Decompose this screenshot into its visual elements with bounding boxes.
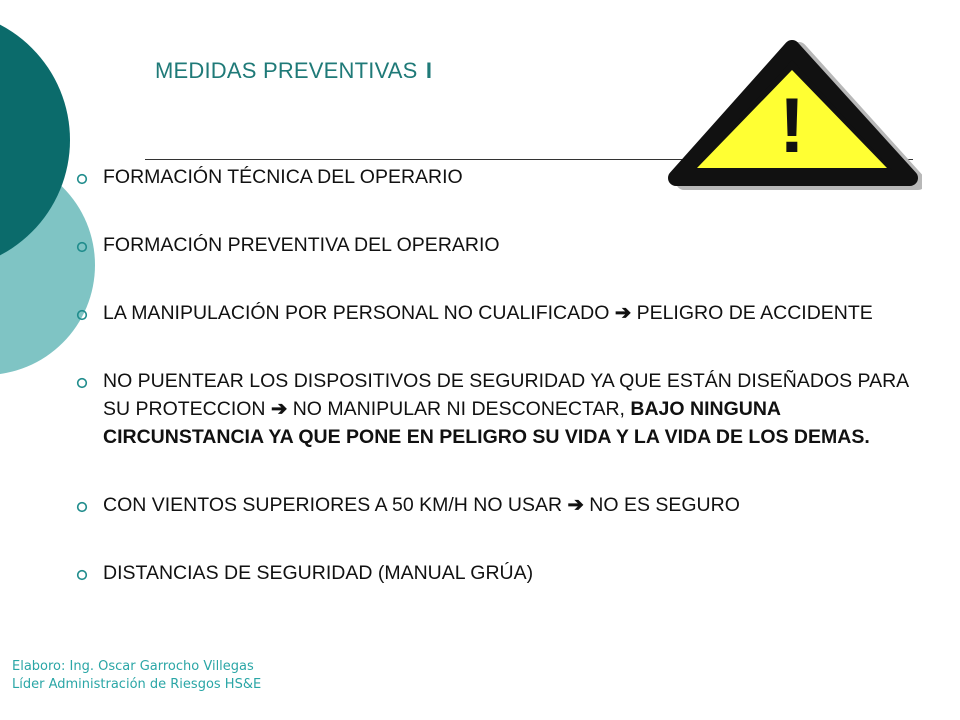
warning-glyph: ! [779,81,805,169]
bullet-text: LA MANIPULACIÓN POR PERSONAL NO CUALIFICADO [103,302,610,324]
bullet-item [76,559,926,587]
bullet-list [76,163,926,587]
bullet-item [76,299,926,327]
bullet-text: NO MANIPULAR NI DESCONECTAR, [292,398,625,420]
bullet-text: NO ES SEGURO [589,494,740,516]
bullet-circle-icon [76,173,88,185]
bullet-circle-icon [76,377,88,389]
arrow-right-icon: ➔ [270,398,288,420]
slide-title-suffix: I [425,58,433,83]
slide-title-text: MEDIDAS PREVENTIVAS [155,58,418,83]
bullet-circle-icon [76,241,88,253]
bullet-text: NO PUENTEAR LOS DISPOSITIVOS DE SEGURIDAD YA QUE ESTÁN DISEÑADOS PARA SU PROTECCION [103,370,909,420]
bullet-text: CON VIENTOS SUPERIORES A 50 KM/H NO USAR [103,494,563,516]
bullet-item [76,367,926,451]
footer-role: Líder Administración de Riesgos HS&E [12,677,262,692]
footer-credits [12,658,261,694]
bullet-text: DISTANCIAS DE SEGURIDAD (MANUAL GRÚA) [103,562,534,584]
bullet-circle-icon [76,309,88,321]
footer-author: Elaboro: Ing. Oscar Garrocho Villegas [12,659,254,674]
slide-title [155,58,432,84]
arrow-right-icon: ➔ [614,302,632,324]
arrow-right-icon: ➔ [567,494,584,516]
bullet-bold-text: BAJO NINGUNA CIRCUNSTANCIA YA QUE PONE EN PELIGRO SU VIDA Y LA VIDA DE LOS DEMAS. [103,398,870,448]
bullet-text: PELIGRO DE ACCIDENTE [636,302,873,324]
bullet-item [76,231,926,259]
bullet-text: FORMACIÓN PREVENTIVA DEL OPERARIO [103,234,500,256]
bullet-circle-icon [76,569,88,581]
bullet-item [76,491,926,519]
bullet-text: FORMACIÓN TÉCNICA DEL OPERARIO [103,166,463,188]
bullet-item [76,163,926,191]
bullet-circle-icon [76,501,88,513]
